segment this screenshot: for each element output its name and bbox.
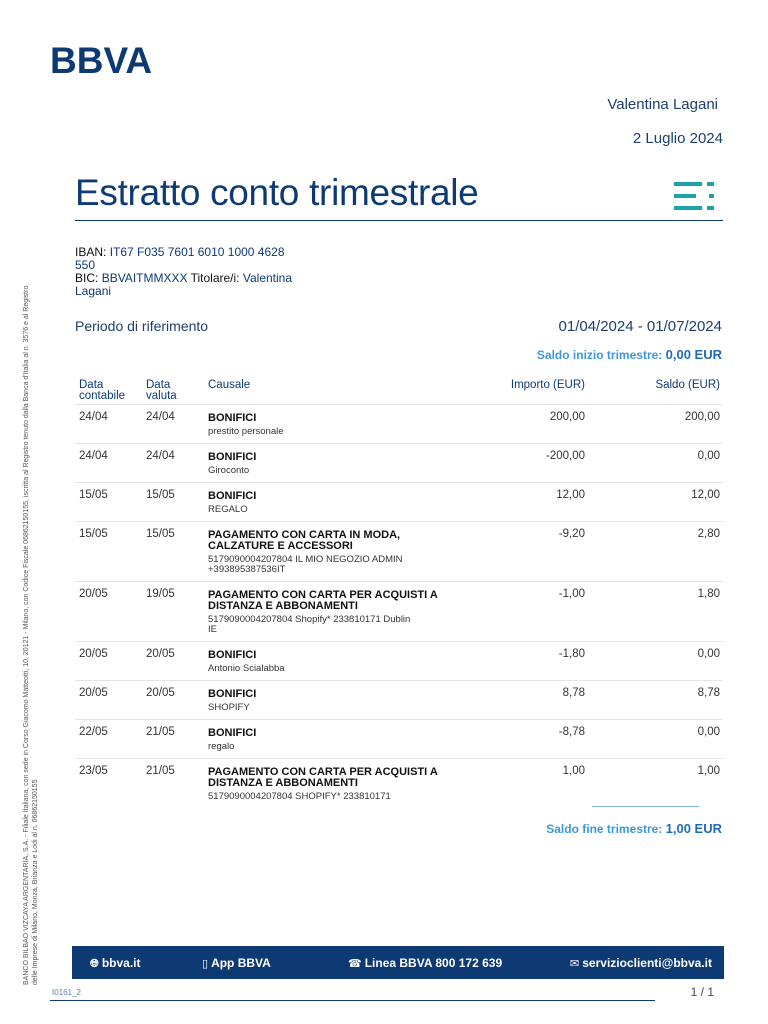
account-details — [75, 246, 315, 298]
legal-line-1: BANCO BILBAO VIZCAYA ARGENTARIA, S.A. - Filiale Italiana, con sede in Corso Giacomo Matteotti, 10, 20121 - Milano, con Codice Fiscale 06862150155, iscritta al Registro tenuto dalla Banca d'Italia al n. 3576 e al Registro — [23, 285, 30, 985]
cell-saldo: 1,00 — [697, 765, 720, 777]
globe-icon: 🌐︎ — [90, 958, 99, 970]
cell-causale-title: BONIFICI — [208, 451, 257, 463]
cell-causale-title: BONIFICI — [208, 688, 257, 700]
cell-causale-detail: IE — [208, 624, 217, 635]
cell-data-contabile: 15/05 — [79, 489, 108, 501]
footer-app-label: App BBVA — [211, 956, 271, 970]
bic-value: BBVAITMMXXX — [101, 271, 188, 285]
envelope-icon: ✉ — [570, 958, 580, 970]
cell-causale-detail: 5179090004207804 Shopify* 233810171 Dublin — [208, 614, 411, 625]
closing-balance-value: 1,00 EUR — [665, 821, 722, 836]
cell-importo: -200,00 — [545, 450, 585, 462]
opening-balance-value: 0,00 EUR — [665, 347, 722, 362]
statement-date: 2 Luglio 2024 — [632, 130, 723, 147]
cell-importo: -1,00 — [558, 588, 585, 600]
closing-balance-rule — [592, 806, 699, 807]
cell-causale-detail: 5179090004207804 IL MIO NEGOZIO ADMIN — [208, 554, 403, 565]
cell-data-contabile: 20/05 — [79, 588, 108, 600]
period-value: 01/04/2024 - 01/07/2024 — [558, 318, 722, 335]
opening-balance — [537, 347, 722, 362]
iban-value: IT67 F035 7601 6010 1000 4628 — [109, 245, 285, 259]
footer-email[interactable] — [570, 956, 712, 970]
cell-saldo: 2,80 — [697, 528, 720, 540]
holder-value: Valentina Lagani — [75, 271, 293, 298]
cell-importo: -8,78 — [558, 726, 585, 738]
cell-causale-detail: regalo — [208, 741, 235, 752]
cell-data-contabile: 23/05 — [79, 765, 108, 777]
closing-balance-label: Saldo fine trimestre: — [546, 822, 663, 836]
cell-causale-detail: 5179090004207804 SHOPIFY* 233810171 — [208, 791, 391, 802]
cell-saldo: 8,78 — [697, 687, 720, 699]
table-row — [75, 680, 723, 720]
cell-data-contabile: 20/05 — [79, 648, 108, 660]
period-label: Periodo di riferimento — [75, 318, 209, 334]
header-data-contabile: Data contabile — [79, 379, 126, 402]
iban-value-continued: 550 — [75, 258, 96, 272]
phone-icon: ▯ — [202, 958, 209, 970]
cell-causale-title: BONIFICI — [208, 490, 257, 502]
cell-data-valuta: 15/05 — [146, 528, 175, 540]
opening-balance-label: Saldo inizio trimestre: — [536, 348, 663, 362]
table-row — [75, 404, 723, 444]
footer-email-label: servizioclienti@bbva.it — [582, 956, 712, 970]
cell-importo: 12,00 — [556, 489, 585, 501]
cell-causale-detail: prestito personale — [208, 426, 284, 437]
cell-causale-detail: +393895387536IT — [208, 564, 286, 575]
cell-data-contabile: 20/05 — [79, 687, 108, 699]
cell-causale-title: DISTANZA E ABBONAMENTI — [208, 600, 358, 612]
cell-causale-detail: Giroconto — [208, 465, 250, 476]
header-importo: Importo (EUR) — [510, 379, 585, 391]
cell-data-valuta: 20/05 — [146, 648, 175, 660]
cell-importo: -9,20 — [558, 528, 585, 540]
cell-saldo: 0,00 — [697, 648, 720, 660]
title-divider — [75, 220, 723, 221]
cell-causale-detail: REGALO — [208, 504, 248, 515]
table-row — [75, 719, 723, 759]
page-title: Estratto conto trimestrale — [75, 172, 479, 213]
telephone-icon: ☎ — [348, 958, 362, 970]
cell-saldo: 1,80 — [697, 588, 720, 600]
page-number: 1 / 1 — [690, 985, 714, 999]
cell-importo: -1,80 — [558, 648, 585, 660]
document-code: I0161_2 — [52, 988, 81, 997]
header-data-valuta: Data valuta — [146, 379, 177, 402]
cell-saldo: 0,00 — [697, 450, 720, 462]
cell-data-valuta: 15/05 — [146, 489, 175, 501]
cell-causale-title: PAGAMENTO CON CARTA PER ACQUISTI A — [208, 589, 438, 601]
header-causale: Causale — [208, 379, 251, 391]
cell-causale-title: BONIFICI — [208, 727, 257, 739]
recipient-name: Valentina Lagani — [607, 96, 718, 113]
cell-data-contabile: 24/04 — [79, 450, 108, 462]
bic-label: BIC: — [75, 271, 99, 285]
cell-causale-title: CALZATURE E ACCESSORI — [208, 540, 353, 552]
cell-causale-title: BONIFICI — [208, 412, 257, 424]
cell-causale-title: BONIFICI — [208, 649, 257, 661]
cell-causale-detail: Antonio Scialabba — [208, 663, 285, 674]
footer-phone[interactable] — [348, 956, 502, 970]
statement-lines-icon — [674, 182, 716, 215]
closing-balance — [546, 821, 722, 836]
cell-data-valuta: 19/05 — [146, 588, 175, 600]
cell-saldo: 12,00 — [691, 489, 720, 501]
cell-importo: 8,78 — [562, 687, 585, 699]
bottom-divider — [50, 1000, 655, 1001]
cell-causale-title: PAGAMENTO CON CARTA PER ACQUISTI A — [208, 766, 438, 778]
cell-causale-title: PAGAMENTO CON CARTA IN MODA, — [208, 529, 401, 541]
cell-data-valuta: 21/05 — [146, 726, 175, 738]
legal-notice — [22, 255, 40, 985]
cell-data-contabile: 22/05 — [79, 726, 108, 738]
cell-data-valuta: 24/04 — [146, 450, 175, 462]
logo-text: BBVA — [50, 42, 153, 76]
table-row — [75, 443, 723, 483]
footer-contact-bar — [72, 946, 724, 979]
table-row — [75, 641, 723, 681]
legal-line-2: delle Imprese di Milano, Monza, Brianza e Lodi al n. 06862150155 — [32, 779, 39, 985]
cell-causale-detail: SHOPIFY — [208, 702, 250, 713]
cell-saldo: 200,00 — [684, 411, 720, 423]
cell-data-valuta: 24/04 — [146, 411, 175, 423]
cell-saldo: 0,00 — [697, 726, 720, 738]
bbva-logo — [50, 42, 172, 81]
cell-causale-title: DISTANZA E ABBONAMENTI — [208, 777, 358, 789]
cell-importo: 200,00 — [549, 411, 585, 423]
cell-data-valuta: 21/05 — [146, 765, 175, 777]
table-row — [75, 581, 723, 642]
holder-label: Titolare/i: — [190, 271, 240, 285]
table-row — [75, 758, 723, 807]
header-saldo: Saldo (EUR) — [655, 379, 720, 391]
footer-app[interactable] — [202, 956, 271, 970]
cell-data-contabile: 15/05 — [79, 528, 108, 540]
cell-data-contabile: 24/04 — [79, 411, 108, 423]
cell-data-valuta: 20/05 — [146, 687, 175, 699]
footer-web[interactable] — [90, 956, 140, 971]
iban-label: IBAN: — [75, 245, 107, 259]
table-row — [75, 482, 723, 522]
footer-web-label: bbva.it — [101, 956, 141, 970]
table-row — [75, 521, 723, 582]
cell-importo: 1,00 — [562, 765, 585, 777]
footer-phone-label: Linea BBVA 800 172 639 — [364, 956, 503, 970]
